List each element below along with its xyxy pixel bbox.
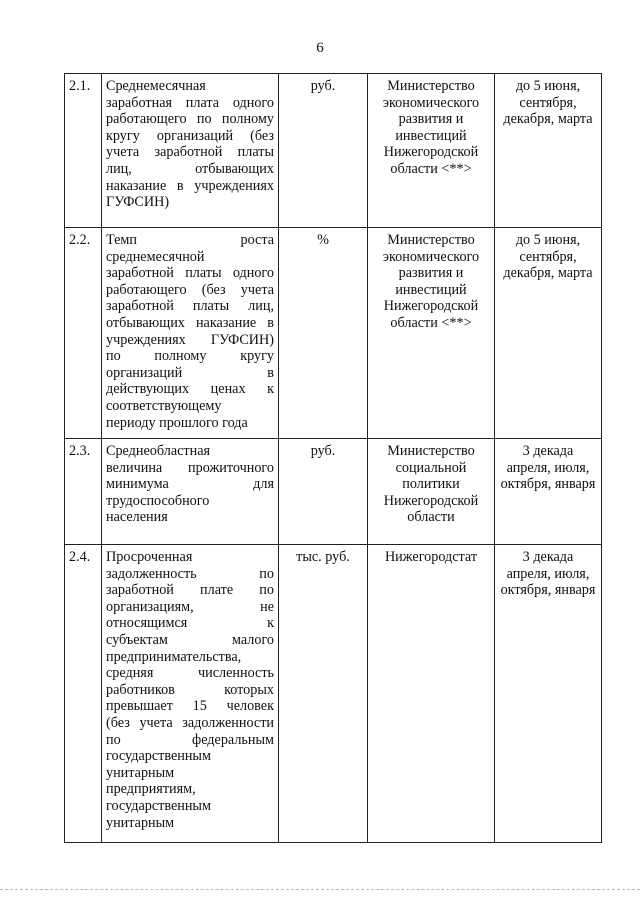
indicator-name-line: учета заработной платы (106, 144, 274, 161)
indicator-name-line: предпринимательства, (106, 648, 242, 665)
row-number: 2.1. (65, 74, 102, 228)
source-cell: Министерство социальной политики Нижегородской области (368, 439, 495, 545)
indicator-name (102, 545, 279, 843)
indicator-name-line: Среднеобластная (106, 443, 211, 459)
indicator-name-line: минимума для (106, 476, 274, 493)
term-cell: 3 декада апреля, июля, октября, января (495, 439, 602, 545)
term-cell: 3 декада апреля, июля, октября, января (495, 545, 602, 843)
indicator-name-line: периоду прошлого года (106, 414, 248, 431)
source-cell: Министерство экономического развития и инвестиций Нижегородской области <**> (368, 74, 495, 228)
table-row (65, 228, 602, 439)
indicator-name-line: Среднемесячная (106, 78, 206, 94)
indicator-name-line: населения (106, 509, 168, 526)
indicator-name-line: величина прожиточного (106, 459, 274, 476)
indicator-name-line: кругу организаций (без (106, 127, 274, 144)
indicator-name-line: Темп роста (106, 232, 274, 248)
indicator-name-line: трудоспособного (106, 492, 210, 509)
indicator-name-line: ГУФСИН) (106, 194, 170, 211)
table-row (65, 545, 602, 843)
indicator-name-line: заработной платы одного (106, 265, 274, 282)
indicator-name-line: Просроченная (106, 549, 193, 565)
indicator-name-line: заработная плата одного (106, 94, 274, 111)
indicator-name-line: работников которых (106, 681, 274, 698)
indicator-name-line: учреждениях ГУФСИН) (106, 331, 274, 348)
indicator-name-line: работающего (без учета (106, 281, 274, 298)
term-cell: до 5 июня, сентября, декабря, марта (495, 74, 602, 228)
page-number: 6 (316, 40, 324, 56)
indicator-name-line: среднемесячной (106, 248, 205, 265)
indicator-name-line: государственным (106, 748, 211, 765)
indicator-name (102, 439, 279, 545)
indicator-name-line: по полному кругу (106, 348, 274, 365)
row-number: 2.3. (65, 439, 102, 545)
indicator-name (102, 228, 279, 439)
indicator-name-line: организациям, не (106, 598, 274, 615)
indicator-name-line: (без учета задолженности (106, 714, 274, 731)
indicator-name-line: отбывающих наказание в (106, 314, 274, 331)
indicator-name-line: действующих ценах к (106, 381, 274, 398)
term-cell: до 5 июня, сентября, декабря, марта (495, 228, 602, 439)
indicator-name-line: превышает 15 человек (106, 698, 274, 715)
indicator-name-line: задолженность по (106, 565, 274, 582)
indicator-name (102, 74, 279, 228)
source-cell: Министерство экономического развития и инвестиций Нижегородской области <**> (368, 228, 495, 439)
row-number: 2.2. (65, 228, 102, 439)
indicator-name-line: средняя численность (106, 665, 274, 682)
indicator-name-line: предприятиям, (106, 781, 196, 798)
indicator-name-line: соответствующему (106, 397, 222, 414)
indicator-name-line: лиц, отбывающих (106, 160, 274, 177)
indicator-name-line: наказание в учреждениях (106, 177, 274, 194)
unit-cell: руб. (279, 439, 368, 545)
indicator-name-line: организаций в (106, 364, 274, 381)
row-number: 2.4. (65, 545, 102, 843)
indicator-table (64, 73, 602, 843)
indicator-name-line: заработной платы лиц, (106, 298, 274, 315)
unit-cell: тыс. руб. (279, 545, 368, 843)
indicator-name-line: заработной плате по (106, 582, 274, 599)
page-bottom-rule (0, 889, 640, 890)
indicator-name-line: по федеральным (106, 731, 274, 748)
table-row (65, 74, 602, 228)
unit-cell: % (279, 228, 368, 439)
indicator-name-line: относящимся к (106, 615, 274, 632)
indicator-name-line: субъектам малого (106, 631, 274, 648)
unit-cell: руб. (279, 74, 368, 228)
table-row (65, 439, 602, 545)
indicator-name-line: унитарным (106, 814, 175, 831)
source-cell: Нижегородстат (368, 545, 495, 843)
indicator-name-line: унитарным (106, 764, 175, 781)
indicator-name-line: работающего по полному (106, 111, 274, 128)
indicator-name-line: государственным (106, 797, 211, 814)
